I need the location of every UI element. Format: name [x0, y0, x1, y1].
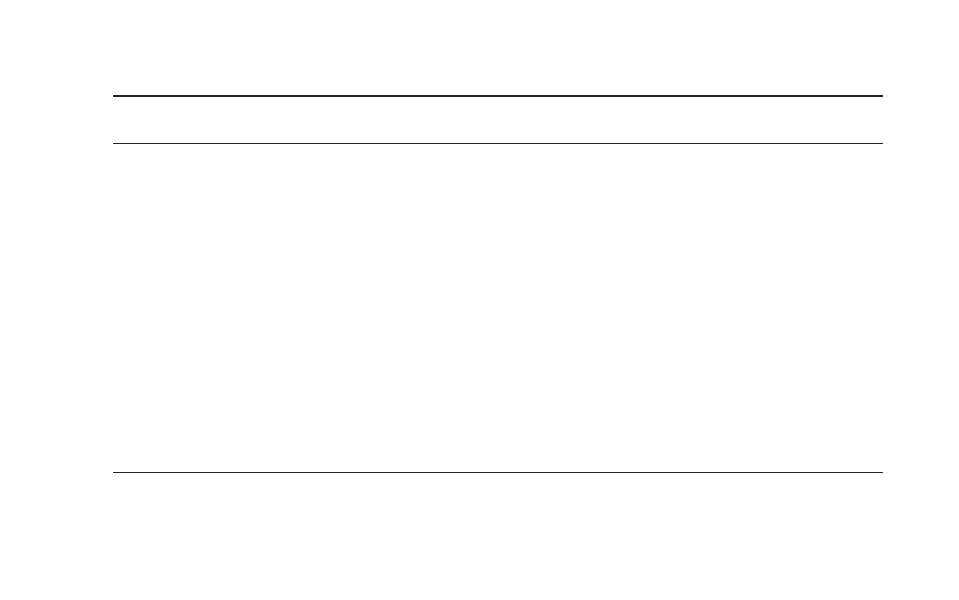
side-title — [890, 200, 920, 360]
top-rule — [113, 95, 883, 97]
bottom-rule — [113, 472, 883, 473]
page-number — [893, 488, 923, 528]
header-bottom-rule — [113, 143, 883, 144]
